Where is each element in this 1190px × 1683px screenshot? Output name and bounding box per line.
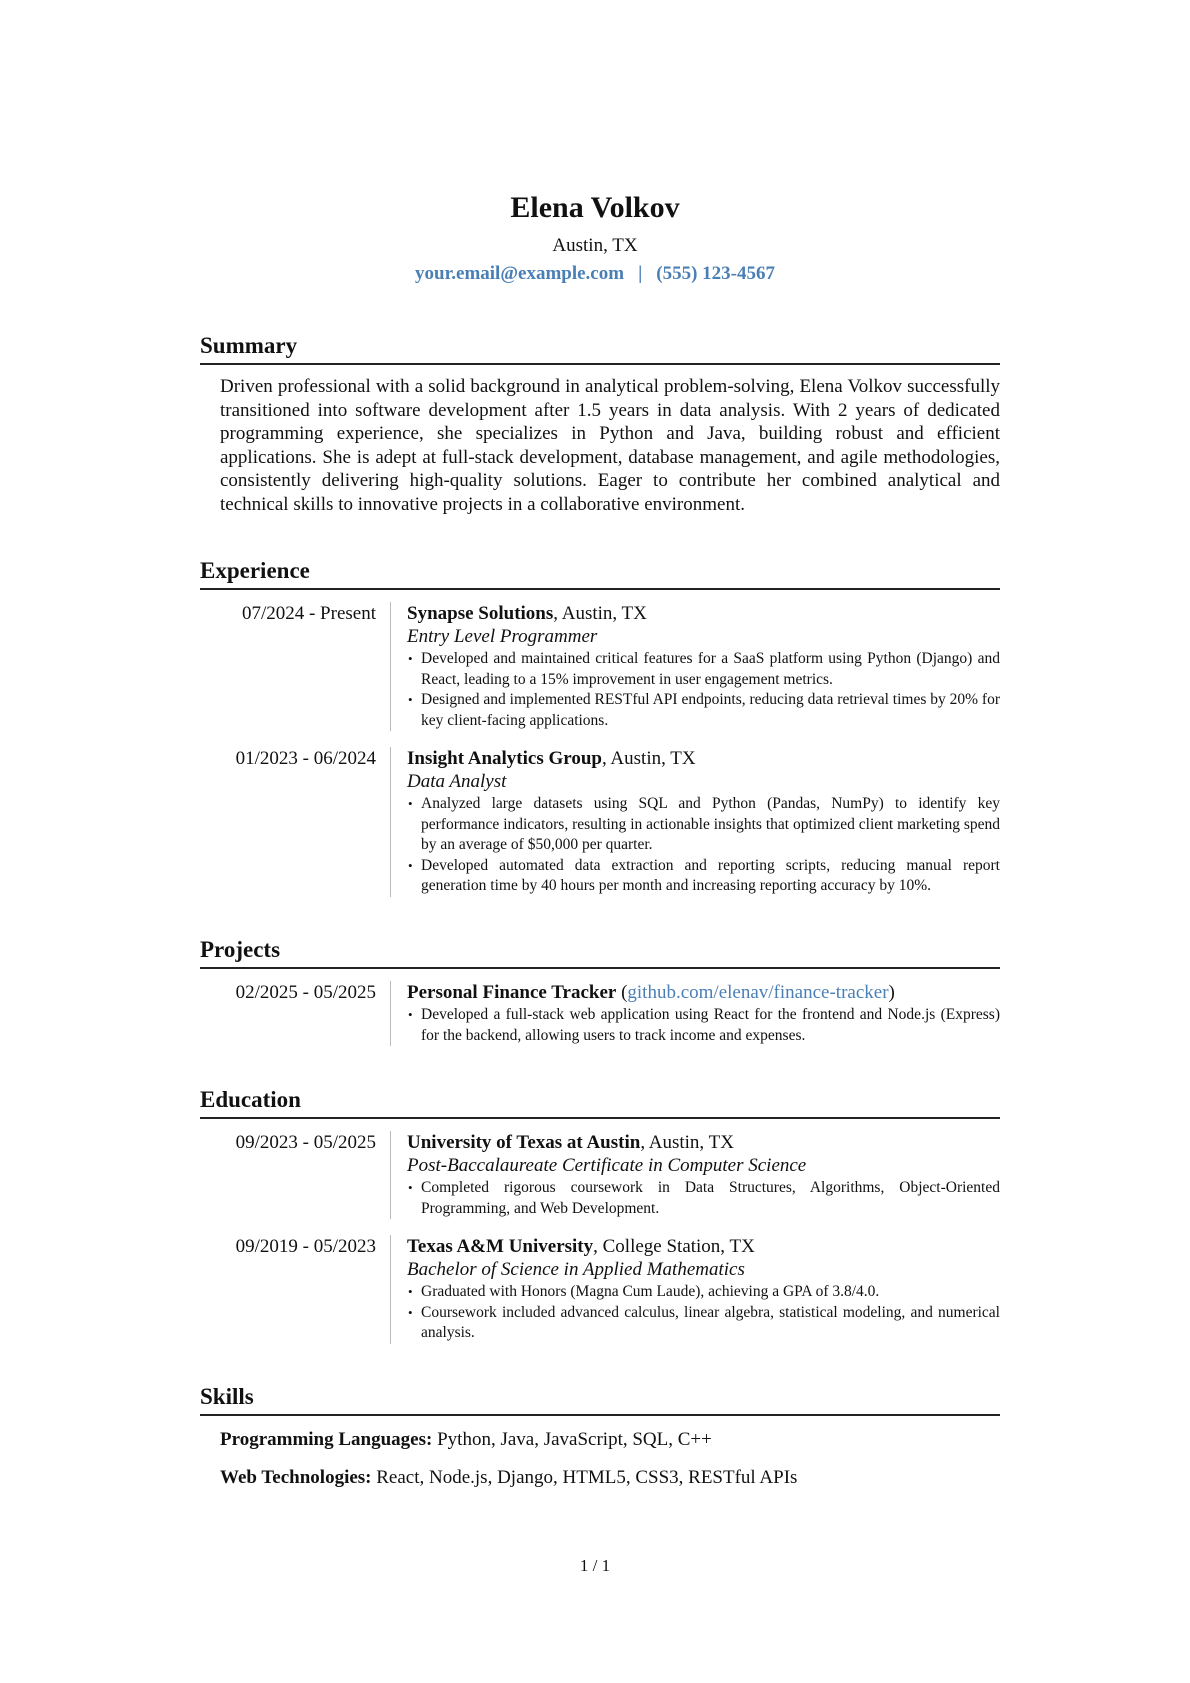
entry-divider — [390, 1131, 391, 1219]
entry-role: Entry Level Programmer — [407, 626, 598, 647]
entry-divider — [390, 981, 391, 1046]
skills-section — [200, 1383, 1000, 1490]
section-title-projects: Projects — [200, 936, 1000, 969]
school-name: University of Texas at Austin — [407, 1132, 641, 1153]
school-name: Texas A&M University — [407, 1236, 594, 1257]
entry-divider — [390, 602, 391, 731]
bullet-item: • Coursework included advanced calculus, linear algebra, statistical modeling, and numerical analysis. — [407, 1303, 1000, 1344]
bullet-item: • Developed a full-stack web application using React for the frontend and Node.js (Express) for the backend, allowing users to track income and expenses. — [407, 1005, 1000, 1046]
entry-organization — [407, 1235, 1000, 1258]
experience-entry — [200, 602, 1000, 731]
contact-line — [0, 262, 1190, 286]
entry-degree: Bachelor of Science in Applied Mathematics — [407, 1259, 745, 1280]
phone-link[interactable]: (555) 123-4567 — [656, 263, 775, 284]
entry-date: 02/2025 - 05/2025 — [235, 982, 376, 1003]
entry-date: 09/2023 - 05/2025 — [235, 1132, 376, 1153]
entry-bullets — [407, 1178, 1000, 1219]
bullet-item: • Analyzed large datasets using SQL and Python (Pandas, NumPy) to identify key performance indicators, resulting in actionable insights that optimized client marketing spend by an average of $50,000 per quarter. — [407, 794, 1000, 856]
entry-divider — [390, 1235, 391, 1344]
entry-divider — [390, 747, 391, 897]
skill-label: Programming Languages: — [220, 1429, 433, 1450]
bullet-item: • Graduated with Honors (Magna Cum Laude), achieving a GPA of 3.8/4.0. — [407, 1282, 1000, 1303]
project-link[interactable]: github.com/elenav/finance-tracker — [627, 982, 889, 1003]
skill-line — [220, 1466, 1000, 1490]
section-title-education: Education — [200, 1086, 1000, 1119]
entry-organization — [407, 1131, 1000, 1154]
education-entry — [200, 1235, 1000, 1344]
candidate-location: Austin, TX — [552, 235, 638, 256]
summary-text: Driven professional with a solid background in analytical problem-solving, Elena Volkov successfully transitioned into software development after 1.5 years in data analysis. With 2 years of dedicated programming experience, she specializes in Python and Java, building robust and efficient applications. She is adept at full-stack development, database management, and agile methodologies, consistently delivering high-quality solutions. Eager to contribute her combined analytical and technical skills to innovative projects in a collaborative environment. — [220, 376, 1000, 515]
entry-role: Data Analyst — [407, 771, 507, 792]
project-name: Personal Finance Tracker — [407, 982, 617, 1003]
section-title-skills: Skills — [200, 1383, 1000, 1416]
entry-body — [407, 1235, 1000, 1344]
paren-close: ) — [888, 982, 895, 1003]
entry-date: 07/2024 - Present — [241, 603, 376, 624]
education-section — [200, 1086, 1000, 1344]
skill-label: Web Technologies: — [220, 1467, 372, 1488]
skill-value: React, Node.js, Django, HTML5, CSS3, RESTful APIs — [371, 1467, 798, 1488]
bullet-item: • Developed automated data extraction and reporting scripts, reducing manual report generation time by 40 hours per month and increasing reporting accuracy by 10%. — [407, 856, 1000, 897]
paren-open: ( — [616, 982, 628, 1003]
email-link[interactable]: your.email@example.com — [415, 263, 625, 284]
entry-bullets — [407, 649, 1000, 731]
candidate-name: Elena Volkov — [510, 191, 680, 224]
summary-section — [200, 332, 1000, 516]
school-place: , Austin, TX — [640, 1132, 734, 1153]
bullet-item: • Designed and implemented RESTful API endpoints, reducing data retrieval times by 20% for key client-facing applications. — [407, 690, 1000, 731]
org-place: , Austin, TX — [553, 603, 647, 624]
skill-line — [220, 1428, 1000, 1452]
entry-bullets — [407, 1005, 1000, 1046]
projects-section — [200, 936, 1000, 1046]
entry-bullets — [407, 794, 1000, 897]
entry-organization — [407, 747, 1000, 770]
page-number: 1 / 1 — [579, 1556, 611, 1575]
section-title-summary: Summary — [200, 332, 1000, 365]
entry-organization — [407, 602, 1000, 625]
experience-section — [200, 557, 1000, 897]
org-name: Insight Analytics Group — [407, 748, 602, 769]
school-place: , College Station, TX — [593, 1236, 755, 1257]
project-title — [407, 981, 1000, 1004]
entry-body — [407, 1131, 1000, 1219]
entry-date: 01/2023 - 06/2024 — [235, 748, 376, 769]
org-name: Synapse Solutions — [407, 603, 554, 624]
skill-value: Python, Java, JavaScript, SQL, C++ — [432, 1429, 712, 1450]
entry-degree: Post-Baccalaureate Certificate in Computer Science — [407, 1155, 807, 1176]
entry-date: 09/2019 - 05/2023 — [235, 1236, 376, 1257]
entry-bullets — [407, 1282, 1000, 1344]
bullet-item: • Developed and maintained critical features for a SaaS platform using Python (Django) and React, leading to a 15% improvement in user engagement metrics. — [407, 649, 1000, 690]
project-entry — [200, 981, 1000, 1046]
section-title-experience: Experience — [200, 557, 1000, 590]
bullet-item: • Completed rigorous coursework in Data Structures, Algorithms, Object-Oriented Programming, and Web Development. — [407, 1178, 1000, 1219]
experience-entry — [200, 747, 1000, 897]
contact-separator: | — [638, 263, 643, 284]
org-place: , Austin, TX — [601, 748, 696, 769]
entry-body — [407, 981, 1000, 1046]
education-entry — [200, 1131, 1000, 1219]
entry-body — [407, 602, 1000, 731]
entry-body — [407, 747, 1000, 897]
